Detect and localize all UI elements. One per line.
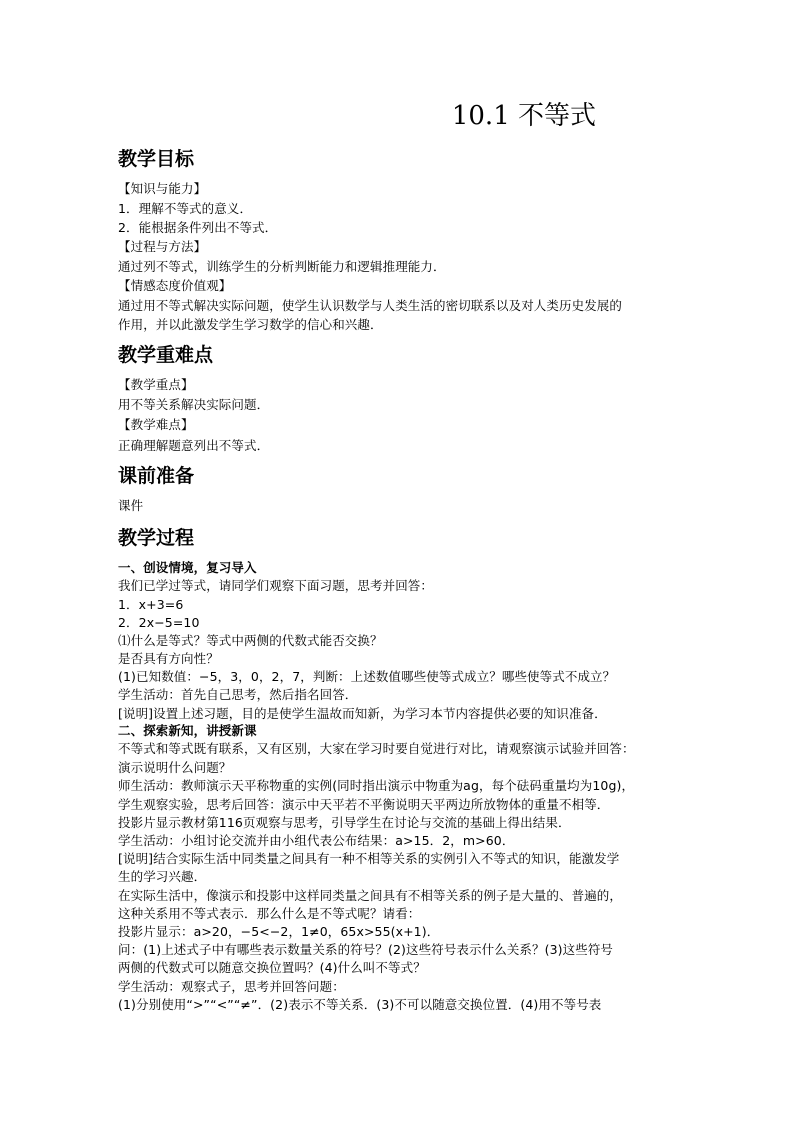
text-line: 【教学难点】 <box>118 417 194 432</box>
text-line: (1)已知数值：−5，3，0，2，7，判断：上述数值哪些使等式成立？哪些使等式不成立？ <box>118 669 616 684</box>
heading-preparation: 课前准备 <box>118 465 195 487</box>
text-line: 1．理解不等式的意义． <box>118 201 253 216</box>
text-line: 【教学重点】 <box>118 377 194 392</box>
text-line: 生的学习兴趣． <box>118 869 207 884</box>
heading-key-points: 教学重难点 <box>118 344 214 366</box>
text-line: 通过用不等式解决实际问题，使学生认识数学与人类生活的密切联系以及对人类历史发展的 <box>118 298 623 313</box>
text-line: [说明]设置上述习题，目的是使学生温故而知新，为学习本节内容提供必要的知识准备． <box>118 706 607 721</box>
heading-objectives: 教学目标 <box>118 148 195 170</box>
text-line: 通过列不等式，训练学生的分析判断能力和逻辑推理能力． <box>118 259 446 274</box>
text-line: 课件 <box>118 498 144 513</box>
text-line: 2．2x−5=10 <box>118 615 200 630</box>
text-line: 在实际生活中，像演示和投影中这样同类量之间具有不相等关系的例子是大量的、普遍的， <box>118 888 623 903</box>
text-line: 【知识与能力】 <box>118 181 207 196</box>
text-line: 【过程与方法】 <box>118 239 207 254</box>
text-line: 学生活动：小组讨论交流并由小组代表公布结果：a>15．2，m>60． <box>118 833 515 848</box>
text-line: 不等式和等式既有联系，又有区别，大家在学习时要自觉进行对比，请观察演示试验并回答： <box>118 741 635 756</box>
text-line: (1)分别使用“>”“<”“≠”．(2)表示不等关系．(3)不可以随意交换位置．(4)用不等号表 <box>118 997 602 1012</box>
text-line: 这种关系用不等式表示．那么什么是不等式呢？请看： <box>118 906 421 921</box>
text-line: 1．x+3=6 <box>118 597 184 612</box>
text-line: 我们已学过等式，请同学们观察下面习题，思考并回答： <box>118 578 434 593</box>
text-line: 问：(1)上述式子中有哪些表示数量关系的符号？(2)这些符号表示什么关系？(3)这些符号 <box>118 942 614 957</box>
text-line: 【情感态度价值观】 <box>118 278 232 293</box>
text-line: 正确理解题意列出不等式． <box>118 438 270 453</box>
text-line: 投影片显示：a>20，−5<−2，1≠0，65x>55(x+1)． <box>118 924 440 939</box>
text-line: [说明]结合实际生活中同类量之间具有一种不相等关系的实例引入不等式的知识，能激发学 <box>118 851 620 866</box>
page-title: 10.1 不等式 <box>451 101 596 131</box>
text-line: ⑴什么是等式？等式中两侧的代数式能否交换？ <box>118 633 383 648</box>
text-line: 两侧的代数式可以随意交换位置吗？(4)什么叫不等式？ <box>118 960 426 975</box>
text-line: 是否具有方向性？ <box>118 651 219 666</box>
text-line: 师生活动：教师演示天平称物重的实例(同时指出演示中物重为ag，每个砝码重量均为10g)， <box>118 778 635 793</box>
text-line: 学生活动：首先自己思考，然后指名回答． <box>118 687 358 702</box>
text-line: 学生观察实验，思考后回答：演示中天平若不平衡说明天平两边所放物体的重量不相等． <box>118 797 610 812</box>
text-line: 作用，并以此激发学生学习数学的信心和兴趣． <box>118 317 383 332</box>
text-line: 学生活动：观察式子，思考并回答问题： <box>118 979 345 994</box>
text-line: 演示说明什么问题？ <box>118 760 232 775</box>
subheading: 一、创设情境，复习导入 <box>118 560 257 575</box>
text-line: 2．能根据条件列出不等式． <box>118 220 278 235</box>
subheading: 二、探索新知，讲授新课 <box>118 723 257 738</box>
text-line: 投影片显示教材第116页观察与思考，引导学生在讨论与交流的基础上得出结果． <box>118 815 571 830</box>
heading-process: 教学过程 <box>118 527 195 549</box>
text-line: 用不等关系解决实际问题． <box>118 397 270 412</box>
